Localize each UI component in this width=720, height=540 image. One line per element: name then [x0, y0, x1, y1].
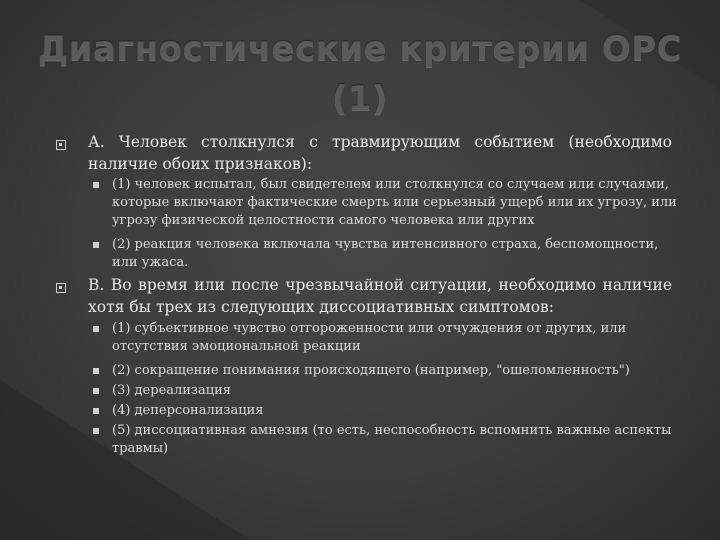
criterion-b-item-5: (5) диссоциативная амнезия (то есть, неспособность вспомнить важные аспекты травмы) [112, 423, 672, 456]
bullet-square-icon [93, 368, 99, 374]
criterion-b-item-4: (4) деперсонализация [112, 403, 264, 418]
criterion-b: В. Во время или после чрезвычайной ситуации, необходимо наличие хотя бы трех из следующих диссоциативных симптомов: [88, 276, 672, 316]
bullet-square-icon [93, 428, 99, 434]
criterion-a: А. Человек столкнулся с травмирующим событием (необходимо наличие обоих признаков): [88, 133, 672, 173]
criterion-b-item-3: (3) дереализация [112, 383, 231, 398]
criterion-b-item-2: (2) сокращение понимания происходящего (например, "ошеломленность") [112, 363, 630, 378]
bullet-square-icon [93, 182, 99, 188]
bullet-square-icon [93, 242, 99, 248]
bullet-box-icon [56, 283, 66, 293]
criterion-a-item-1: (1) человек испытал, был свидетелем или столкнулся со случаем или случаями, которые включают фактические смерть или серьезный ущерб или их угрозу, или угрозу физической целостности самого человека или других [112, 177, 677, 228]
bullet-square-icon [93, 388, 99, 394]
criterion-b-item-1: (1) субъективное чувство отгороженности или отчуждения от других, или отсутствия эмоциональной реакции [112, 321, 627, 354]
bullet-square-icon [93, 408, 99, 414]
criterion-a-item-2: (2) реакция человека включала чувства интенсивного страха, беспомощности, или ужаса. [112, 237, 659, 270]
bullet-square-icon [93, 326, 99, 332]
bullet-box-icon [56, 140, 66, 150]
slide-title: Диагностические критерии ОРС (1) [37, 29, 683, 119]
